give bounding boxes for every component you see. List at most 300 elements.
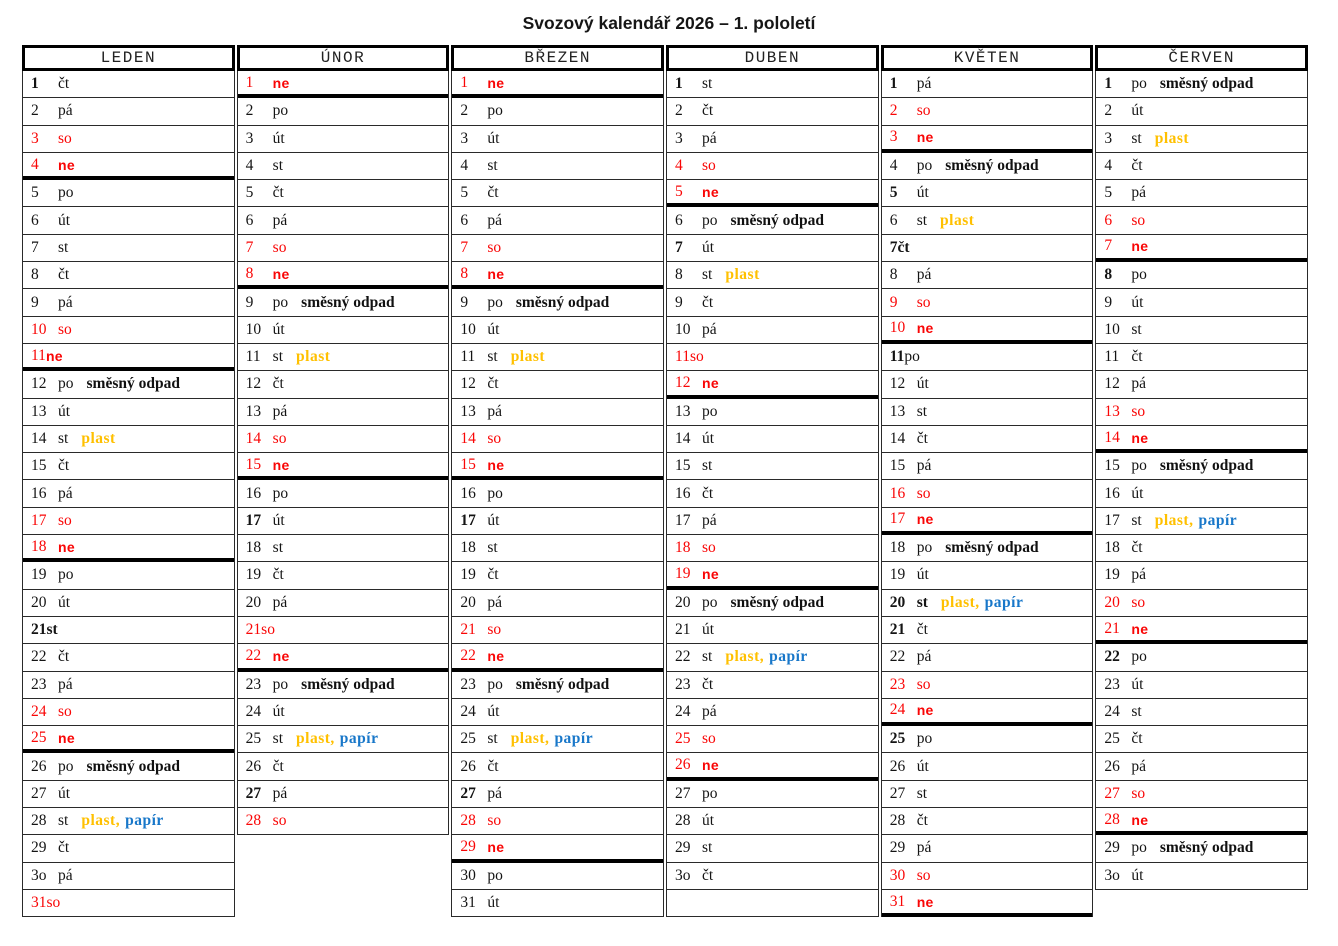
- day-number: 19: [31, 566, 47, 584]
- day-number: 6: [889, 211, 898, 229]
- day-row: [667, 399, 878, 426]
- day-row: [667, 753, 878, 780]
- day-row: [882, 180, 1093, 207]
- day-number: 3o: [675, 866, 691, 884]
- day-row: [1096, 126, 1307, 153]
- day-abbrev: út: [916, 184, 929, 202]
- day-abbrev: so: [46, 894, 61, 912]
- day-number: 14: [460, 430, 476, 447]
- day-number: 5: [675, 182, 683, 200]
- day-number: 17: [31, 511, 47, 529]
- day-row: [452, 71, 663, 98]
- day-abbrev: st: [1131, 320, 1142, 338]
- day-number: 15: [889, 457, 906, 475]
- day-row: [452, 890, 663, 917]
- day-number: 3: [675, 129, 683, 147]
- day-abbrev: po: [916, 730, 933, 748]
- waste-label-smesny-odpad: směsný odpad: [86, 375, 180, 393]
- day-number: 26: [245, 757, 262, 775]
- day-row: [1096, 98, 1307, 125]
- day-number: 14: [675, 430, 691, 447]
- day-abbrev: čt: [487, 184, 499, 202]
- empty-day-row: [667, 890, 878, 917]
- day-row: [23, 480, 234, 507]
- day-row: [452, 207, 663, 234]
- day-row: [1096, 235, 1307, 262]
- day-abbrev: so: [58, 320, 72, 338]
- day-row: [452, 180, 663, 207]
- waste-label-smesny-odpad: směsný odpad: [515, 675, 610, 693]
- day-row: [882, 562, 1093, 589]
- day-number: 13: [889, 402, 906, 420]
- day-abbrev: pá: [1131, 757, 1146, 775]
- day-row: [882, 262, 1093, 289]
- day-abbrev: čt: [897, 238, 910, 256]
- day-row: [1096, 153, 1307, 180]
- day-number: 6: [31, 211, 39, 229]
- day-row: [238, 562, 449, 589]
- day-number: 7: [31, 238, 39, 256]
- day-number: 2: [675, 102, 683, 120]
- day-row: [238, 71, 449, 98]
- day-row: [238, 426, 449, 453]
- day-row: [667, 562, 878, 589]
- day-abbrev: so: [58, 511, 72, 529]
- day-abbrev: po: [487, 675, 503, 693]
- day-abbrev: pá: [916, 75, 932, 93]
- day-number: 18: [1104, 539, 1120, 557]
- waste-label-papir: papír: [1198, 511, 1238, 529]
- day-number: 16: [675, 484, 691, 502]
- day-number: 1: [1104, 75, 1113, 93]
- day-row: [1096, 207, 1307, 234]
- day-number: 5: [31, 184, 39, 202]
- day-row: [882, 71, 1093, 98]
- waste-label-plast: plast: [940, 211, 975, 229]
- waste-label-papir: papír: [125, 812, 164, 830]
- day-row: [882, 699, 1093, 726]
- day-number: 10: [460, 320, 476, 338]
- day-number: 24: [31, 702, 47, 720]
- day-row: [667, 98, 878, 125]
- day-number: 14: [1104, 428, 1120, 446]
- day-abbrev: čt: [487, 566, 499, 584]
- day-row: [1096, 508, 1307, 535]
- day-abbrev: čt: [1131, 157, 1143, 175]
- day-row: [882, 535, 1093, 562]
- day-number: 6: [460, 211, 469, 229]
- day-row: [1096, 453, 1307, 480]
- day-row: [23, 890, 234, 917]
- day-row: [452, 672, 663, 699]
- waste-label-smesny-odpad: směsný odpad: [86, 757, 180, 775]
- day-abbrev: pá: [702, 702, 717, 720]
- day-abbrev: pá: [58, 675, 73, 693]
- day-abbrev: út: [1131, 293, 1144, 311]
- day-row: [23, 726, 234, 753]
- month-header: KVĚTEN: [881, 45, 1094, 71]
- day-abbrev: ne: [487, 74, 505, 91]
- day-abbrev: st: [487, 539, 498, 557]
- day-abbrev: ne: [702, 374, 719, 391]
- month-header: LEDEN: [22, 45, 235, 71]
- calendar-grid: [22, 45, 1308, 917]
- day-row: [238, 180, 449, 207]
- day-abbrev: pá: [487, 402, 502, 420]
- day-number: 13: [245, 402, 262, 420]
- day-abbrev: čt: [916, 430, 928, 447]
- day-number: 29: [31, 839, 47, 857]
- day-row: [667, 480, 878, 507]
- day-row: [23, 399, 234, 426]
- day-abbrev: po: [272, 675, 289, 693]
- day-number: 7: [460, 238, 469, 256]
- day-row: [667, 207, 878, 234]
- day-row: [1096, 562, 1307, 589]
- page-title: Svozový kalendář 2026 – 1. pololetí: [522, 13, 816, 33]
- day-number: 8: [675, 266, 683, 284]
- day-number: 14: [31, 430, 47, 447]
- day-abbrev: ne: [916, 129, 934, 146]
- waste-label-plast: plast,: [1154, 511, 1194, 529]
- day-row: [23, 317, 234, 344]
- day-abbrev: pá: [487, 784, 502, 802]
- day-row: [238, 590, 449, 617]
- day-abbrev: po: [1131, 648, 1147, 666]
- day-number: 7: [675, 238, 683, 256]
- day-number: 10: [675, 320, 691, 338]
- day-row: [1096, 808, 1307, 835]
- day-row: [238, 371, 449, 398]
- day-abbrev: ne: [1131, 811, 1149, 828]
- day-number: 12: [460, 375, 476, 393]
- day-abbrev: st: [702, 266, 713, 284]
- day-number: 27: [245, 784, 262, 802]
- day-abbrev: po: [904, 348, 920, 366]
- day-number: 6: [245, 211, 254, 229]
- day-number: 20: [460, 593, 476, 611]
- day-number: 20: [889, 593, 906, 611]
- day-number: 4: [1104, 157, 1113, 175]
- day-row: [23, 835, 234, 862]
- day-row: [667, 863, 878, 890]
- day-row: [452, 426, 663, 453]
- day-abbrev: čt: [272, 566, 284, 584]
- day-abbrev: čt: [702, 102, 714, 120]
- day-number: 23: [1104, 675, 1120, 693]
- day-row: [1096, 317, 1307, 344]
- day-number: 31: [31, 894, 47, 912]
- day-number: 1: [245, 73, 254, 91]
- day-row: [23, 344, 234, 371]
- day-number: 12: [675, 373, 691, 391]
- day-row: [667, 535, 878, 562]
- day-abbrev: ne: [916, 893, 934, 910]
- day-number: 25: [889, 730, 906, 748]
- day-number: 4: [31, 155, 39, 173]
- day-abbrev: so: [916, 484, 931, 502]
- day-number: 25: [460, 730, 476, 748]
- day-row: [452, 726, 663, 753]
- day-number: 11: [245, 348, 261, 366]
- day-number: 8: [245, 264, 254, 282]
- day-row: [238, 508, 449, 535]
- day-number: 27: [460, 784, 476, 802]
- day-row: [238, 480, 449, 507]
- day-abbrev: ne: [58, 538, 75, 555]
- day-row: [23, 207, 234, 234]
- day-number: 20: [675, 593, 691, 611]
- day-abbrev: st: [58, 812, 69, 830]
- day-abbrev: čt: [702, 866, 714, 884]
- day-abbrev: po: [702, 211, 718, 229]
- day-abbrev: pá: [272, 402, 288, 420]
- day-number: 25: [675, 730, 691, 748]
- month-column-květen: [881, 45, 1094, 917]
- day-row: [667, 262, 878, 289]
- day-row: [238, 644, 449, 671]
- day-number: 2: [889, 102, 898, 120]
- day-abbrev: so: [58, 702, 72, 720]
- day-row: [23, 672, 234, 699]
- month-header: ČERVEN: [1095, 45, 1308, 71]
- day-row: [1096, 71, 1307, 98]
- day-number: 19: [460, 566, 476, 584]
- day-row: [23, 71, 234, 98]
- waste-label-plast: plast,: [81, 812, 121, 830]
- day-number: 16: [460, 484, 476, 502]
- day-number: 20: [1104, 593, 1120, 611]
- day-row: [882, 426, 1093, 453]
- day-row: [452, 835, 663, 862]
- day-row: [238, 781, 449, 808]
- day-abbrev: so: [272, 430, 287, 447]
- day-abbrev: st: [1131, 702, 1142, 720]
- day-abbrev: út: [487, 702, 500, 720]
- day-abbrev: út: [702, 812, 715, 830]
- day-row: [1096, 590, 1307, 617]
- day-abbrev: ne: [1131, 429, 1149, 446]
- day-number: 28: [1104, 810, 1120, 828]
- day-number: 18: [245, 539, 262, 557]
- day-number: 5: [460, 184, 469, 202]
- day-number: 24: [245, 702, 262, 720]
- day-row: [452, 699, 663, 726]
- waste-label-smesny-odpad: směsný odpad: [945, 157, 1039, 175]
- day-row: [452, 317, 663, 344]
- day-number: 26: [1104, 757, 1120, 775]
- day-number: 7: [889, 238, 898, 256]
- day-abbrev: út: [702, 430, 715, 447]
- day-row: [452, 235, 663, 262]
- day-number: 12: [245, 375, 262, 393]
- day-abbrev: ne: [487, 647, 505, 664]
- day-row: [452, 863, 663, 890]
- day-number: 19: [889, 566, 906, 584]
- day-row: [1096, 863, 1307, 890]
- day-abbrev: pá: [58, 102, 73, 120]
- day-row: [23, 863, 234, 890]
- day-row: [452, 781, 663, 808]
- day-abbrev: po: [1131, 457, 1147, 475]
- day-abbrev: pá: [272, 593, 288, 611]
- day-number: 19: [675, 564, 691, 582]
- day-row: [452, 126, 663, 153]
- day-number: 29: [889, 839, 906, 857]
- day-abbrev: po: [1131, 75, 1147, 93]
- day-number: 20: [245, 593, 262, 611]
- day-number: 31: [889, 892, 906, 910]
- day-abbrev: út: [272, 129, 285, 147]
- month-days: [237, 71, 450, 835]
- day-abbrev: st: [1131, 129, 1142, 147]
- day-number: 22: [31, 648, 47, 666]
- day-number: 17: [245, 511, 262, 529]
- day-abbrev: út: [487, 894, 500, 912]
- day-row: [1096, 617, 1307, 644]
- day-row: [238, 153, 449, 180]
- day-number: 15: [460, 455, 476, 473]
- day-abbrev: st: [487, 730, 498, 748]
- day-number: 19: [245, 566, 262, 584]
- day-number: 28: [460, 812, 476, 830]
- day-number: 18: [675, 539, 691, 557]
- day-number: 29: [675, 839, 691, 857]
- day-number: 16: [1104, 484, 1120, 502]
- day-row: [452, 371, 663, 398]
- day-number: 16: [245, 484, 262, 502]
- waste-label-papir: papír: [769, 648, 808, 666]
- day-row: [882, 753, 1093, 780]
- day-number: 8: [1104, 266, 1113, 284]
- day-row: [238, 699, 449, 726]
- day-abbrev: ne: [702, 183, 719, 200]
- day-number: 17: [460, 511, 476, 529]
- day-abbrev: pá: [1131, 375, 1146, 393]
- day-abbrev: st: [916, 211, 928, 229]
- day-number: 9: [889, 293, 898, 311]
- day-row: [23, 590, 234, 617]
- day-abbrev: út: [58, 784, 71, 802]
- day-row: [882, 371, 1093, 398]
- day-number: 6: [675, 211, 683, 229]
- day-number: 12: [889, 375, 906, 393]
- day-abbrev: út: [58, 593, 71, 611]
- day-abbrev: st: [702, 457, 713, 475]
- day-abbrev: so: [916, 675, 931, 693]
- day-row: [667, 781, 878, 808]
- day-number: 16: [31, 484, 47, 502]
- day-row: [238, 344, 449, 371]
- day-number: 15: [245, 455, 262, 473]
- day-number: 1: [675, 75, 683, 93]
- day-abbrev: st: [1131, 511, 1142, 529]
- day-abbrev: so: [487, 621, 502, 639]
- day-abbrev: čt: [702, 293, 714, 311]
- day-number: 10: [245, 320, 262, 338]
- day-abbrev: so: [272, 812, 287, 830]
- day-number: 3o: [1104, 866, 1120, 884]
- day-row: [23, 426, 234, 453]
- day-abbrev: st: [272, 157, 284, 175]
- day-abbrev: čt: [702, 484, 714, 502]
- day-abbrev: út: [272, 320, 285, 338]
- day-row: [882, 590, 1093, 617]
- month-column-červen: [1095, 45, 1308, 890]
- day-abbrev: po: [58, 184, 74, 202]
- day-number: 26: [31, 757, 47, 775]
- day-abbrev: so: [1131, 211, 1146, 229]
- day-abbrev: st: [58, 238, 69, 256]
- day-number: 4: [245, 157, 254, 175]
- day-number: 17: [675, 511, 691, 529]
- day-abbrev: po: [1131, 266, 1147, 284]
- day-abbrev: so: [272, 238, 287, 256]
- day-row: [882, 98, 1093, 125]
- month-header: DUBEN: [666, 45, 879, 71]
- day-number: 3o: [31, 866, 47, 884]
- day-row: [1096, 480, 1307, 507]
- day-abbrev: pá: [916, 457, 932, 475]
- day-number: 30: [889, 866, 906, 884]
- day-row: [452, 590, 663, 617]
- day-number: 6: [1104, 211, 1113, 229]
- day-row: [667, 371, 878, 398]
- day-number: 20: [31, 593, 47, 611]
- day-row: [667, 699, 878, 726]
- day-abbrev: po: [702, 784, 718, 802]
- day-abbrev: ne: [58, 156, 75, 173]
- waste-label-papir: papír: [554, 730, 594, 748]
- day-row: [1096, 344, 1307, 371]
- day-abbrev: pá: [1131, 566, 1146, 584]
- day-row: [23, 126, 234, 153]
- day-number: 27: [1104, 784, 1120, 802]
- day-abbrev: pá: [702, 129, 717, 147]
- day-abbrev: po: [272, 102, 289, 120]
- day-number: 28: [675, 812, 691, 830]
- day-row: [882, 153, 1093, 180]
- day-row: [667, 344, 878, 371]
- day-abbrev: st: [272, 730, 284, 748]
- day-abbrev: pá: [272, 211, 288, 229]
- day-abbrev: čt: [916, 812, 928, 830]
- day-row: [452, 753, 663, 780]
- waste-label-plast: plast: [510, 348, 546, 366]
- day-abbrev: st: [916, 402, 928, 420]
- day-number: 8: [460, 264, 469, 282]
- day-abbrev: ne: [916, 511, 934, 528]
- day-abbrev: út: [1131, 102, 1144, 120]
- day-number: 13: [675, 402, 691, 420]
- day-row: [1096, 262, 1307, 289]
- day-number: 3: [889, 128, 898, 146]
- waste-label-plast: plast: [1154, 129, 1190, 147]
- day-abbrev: ne: [272, 265, 290, 282]
- day-abbrev: st: [487, 157, 498, 175]
- day-abbrev: čt: [487, 375, 499, 393]
- waste-label-smesny-odpad: směsný odpad: [1159, 75, 1254, 93]
- day-row: [882, 480, 1093, 507]
- day-row: [452, 617, 663, 644]
- waste-label-smesny-odpad: směsný odpad: [1159, 839, 1254, 857]
- day-number: 3: [245, 129, 254, 147]
- waste-label-smesny-odpad: směsný odpad: [301, 293, 395, 311]
- waste-label-smesny-odpad: směsný odpad: [730, 593, 824, 611]
- day-abbrev: čt: [1131, 348, 1143, 366]
- day-abbrev: st: [702, 648, 713, 666]
- day-number: 2: [245, 102, 254, 120]
